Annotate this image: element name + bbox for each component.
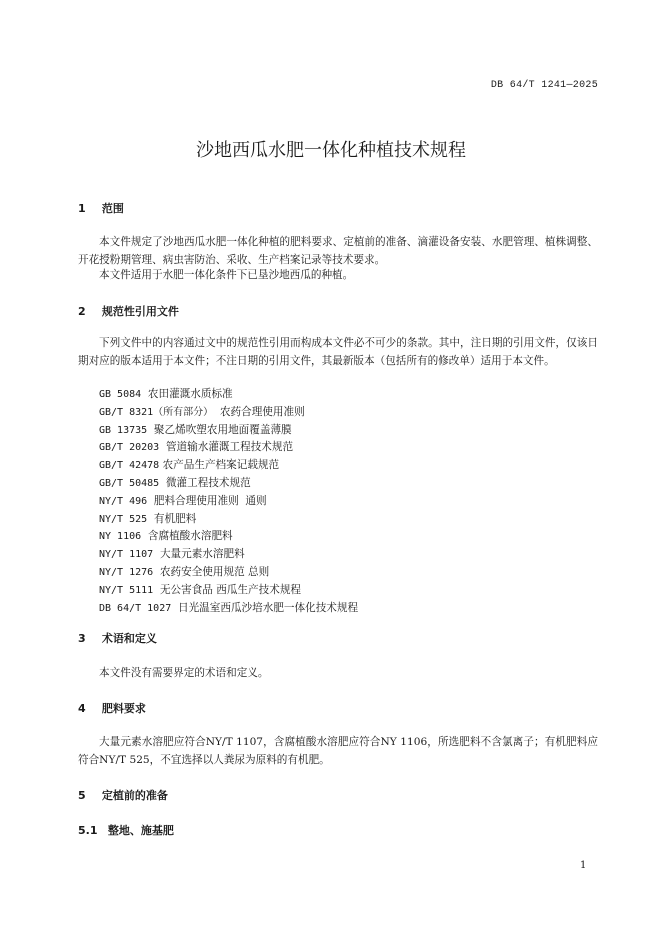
section-4-heading [78, 700, 146, 716]
section-5-1-heading [78, 822, 174, 838]
reference-item: GB 5084 农田灌溉水质标准 [99, 388, 233, 400]
reference-item: NY/T 1107 大量元素水溶肥料 [99, 548, 245, 561]
section-number: 1 [78, 202, 86, 215]
section-title: 术语和定义 [101, 632, 157, 645]
section-5-heading [78, 787, 168, 803]
section-number: 5.1 [78, 824, 98, 837]
reference-list [99, 386, 358, 617]
reference-item: NY 1106 含腐植酸水溶肥料 [99, 530, 233, 543]
reference-item: NY/T 496 肥料合理使用准则 通则 [99, 494, 267, 507]
section-title: 肥料要求 [101, 702, 146, 715]
section-3-heading [78, 630, 157, 646]
section-title: 定植前的准备 [101, 789, 168, 802]
reference-item: GB/T 42478 农产品生产档案记载规范 [99, 459, 280, 472]
reference-item: NY/T 5111 无公害食品 西瓜生产技术规程 [99, 583, 302, 596]
section-number: 2 [78, 305, 86, 318]
section-4-paragraph: 大量元素水溶肥应符合NY/T 1107，含腐植酸水溶肥应符合NY 1106，所选肥料不含氯离子；有机肥料应符合NY/T 525，不宜选择以人粪尿为原料的有机肥。 [78, 736, 598, 766]
page-number: 1 [580, 860, 587, 871]
section-2-heading [78, 303, 179, 319]
reference-item: NY/T 525 有机肥料 [99, 512, 197, 525]
section-1-paragraph-2: 本文件适用于水肥一体化条件下已垦沙地西瓜的种植。 [99, 269, 354, 281]
section-2-intro: 下列文件中的内容通过文中的规范性引用而构成本文件必不可少的条款。其中，注日期的引用文件，仅该日期对应的版本适用于本文件；不注日期的引用文件，其最新版本（包括所有的修改单）适用于本文件。 [78, 337, 598, 367]
reference-item: GB/T 50485 微灌工程技术规范 [99, 476, 251, 489]
section-1-heading [78, 200, 124, 216]
section-number: 5 [78, 789, 86, 802]
section-number: 3 [78, 632, 86, 645]
document-title: 沙地西瓜水肥一体化种植技术规程 [196, 140, 466, 161]
section-title: 规范性引用文件 [101, 305, 179, 318]
standard-code: DB 64/T 1241—2025 [490, 80, 598, 91]
reference-item: GB 13735 聚乙烯吹塑农用地面覆盖薄膜 [99, 423, 292, 436]
section-title: 整地、施基肥 [107, 824, 174, 837]
section-number: 4 [78, 702, 86, 715]
reference-item: DB 64/T 1027 日光温室西瓜沙培水肥一体化技术规程 [99, 601, 359, 614]
section-title: 范围 [101, 202, 124, 215]
section-1-paragraph-1: 本文件规定了沙地西瓜水肥一体化种植的肥料要求、定植前的准备、滴灌设备安装、水肥管理、植株调整、开花授粉期管理、病虫害防治、采收、生产档案记录等技术要求。 [78, 236, 598, 266]
reference-item: GB/T 20203 管道输水灌溉工程技术规范 [99, 441, 294, 454]
section-3-paragraph: 本文件没有需要界定的术语和定义。 [99, 667, 269, 679]
reference-item: NY/T 1276 农药安全使用规范 总则 [99, 565, 270, 578]
reference-item: GB/T 8321（所有部分） 农药合理使用准则 [99, 405, 305, 418]
